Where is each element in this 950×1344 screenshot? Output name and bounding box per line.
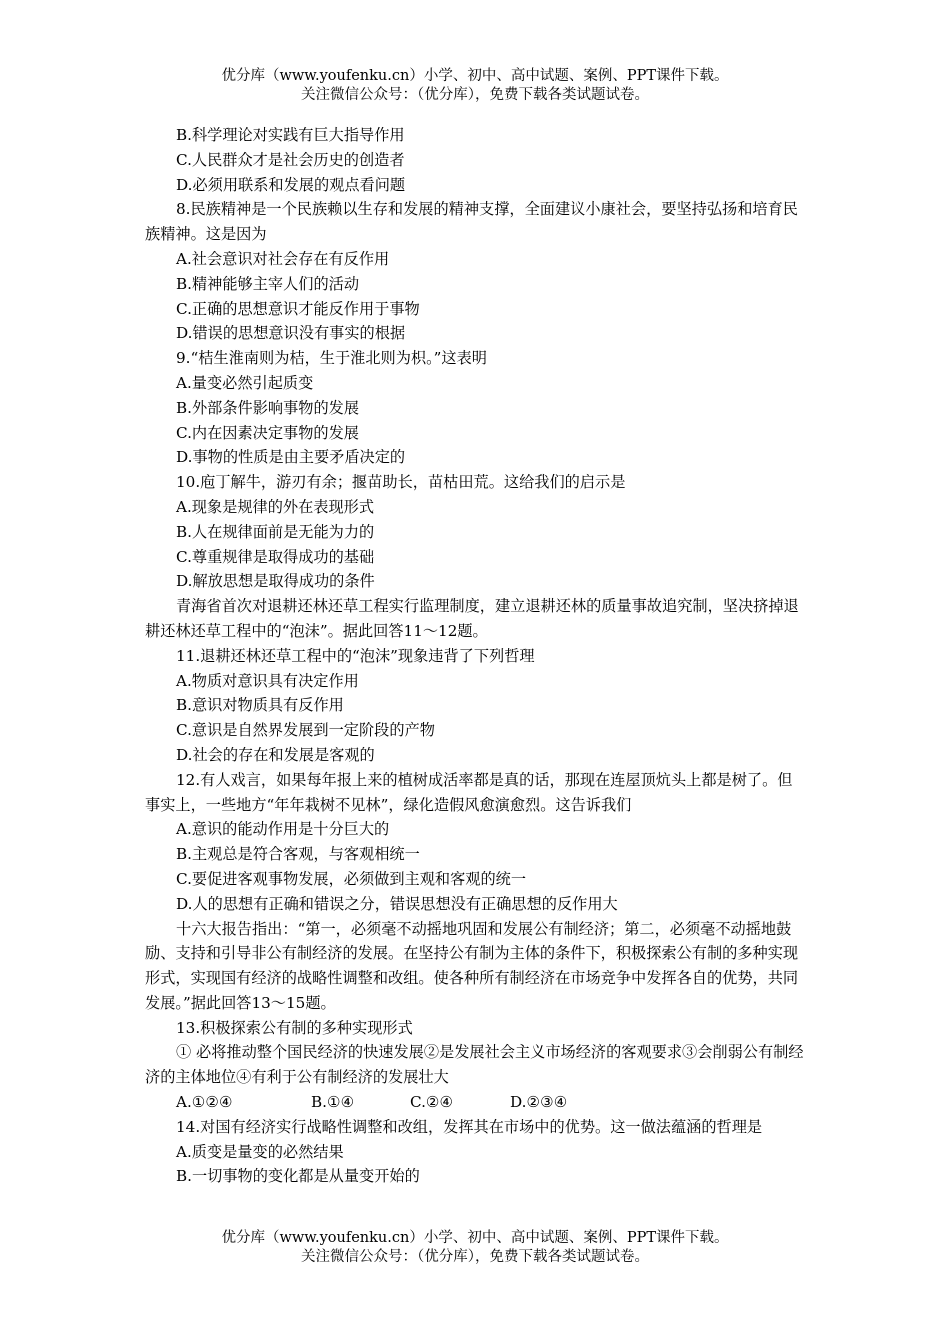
option: C.人民群众才是社会历史的创造者 [176,150,405,169]
option: C.②④ [410,1093,454,1112]
option: D.②③④ [510,1093,568,1112]
question-stem: 12.有人戏言，如果每年报上来的植树成活率都是真的话，那现在连屋顶炕头上都是树了。但事实上，一些地方“年年栽树不见林”，绿化造假风愈演愈烈。这告诉我们 [145,770,793,814]
header-line-2: 关注微信公众号：（优分库），免费下载各类试题试卷。 [301,87,649,103]
option: A.意识的能动作用是十分巨大的 [176,820,390,839]
header-line-1: 优分库（www.youfenku.cn）小学、初中、高中试题、案例、PPT课件下载。 [221,68,729,84]
question-7-options [145,123,807,197]
option: C.内在因素决定事物的发展 [176,423,359,442]
footer-line-1: 优分库（www.youfenku.cn）小学、初中、高中试题、案例、PPT课件下载。 [221,1230,729,1246]
option: C.正确的思想意识才能反作用于事物 [176,299,420,318]
option: D.事物的性质是由主要矛盾决定的 [176,448,406,467]
question-stem: 11.退耕还林还草工程中的“泡沫”现象违背了下列哲理 [176,646,535,665]
question-10 [145,470,807,594]
option: B.外部条件影响事物的发展 [176,398,360,417]
question-14 [145,1115,807,1189]
option: D.必须用联系和发展的观点看问题 [176,175,406,194]
option: D.人的思想有正确和错误之分，错误思想没有正确思想的反作用大 [176,894,618,913]
option: A.量变必然引起质变 [176,373,314,392]
page-footer [0,1229,950,1267]
option: D.解放思想是取得成功的条件 [176,572,375,591]
option: A.物质对意识具有决定作用 [176,671,359,690]
option: A.①②④ [176,1093,233,1112]
question-stem: 10.庖丁解牛，游刃有余；揠苗助长，苗枯田荒。这给我们的启示是 [176,473,626,492]
option: B.精神能够主宰人们的活动 [176,274,360,293]
option: B.主观总是符合客观，与客观相统一 [176,845,420,864]
option: D.社会的存在和发展是客观的 [176,745,375,764]
option: D.错误的思想意识没有事实的根据 [176,324,406,343]
option-row [145,1090,807,1115]
page-header [0,67,950,105]
option: B.一切事物的变化都是从量变开始的 [176,1167,420,1186]
footer-line-2: 关注微信公众号：（优分库），免费下载各类试题试卷。 [301,1249,649,1265]
question-11 [145,644,807,768]
option: A.现象是规律的外在表现形式 [176,497,375,516]
option: B.意识对物质具有反作用 [176,696,344,715]
material-passage-2: 十六大报告指出：“第一，必须毫不动摇地巩固和发展公有制经济；第二，必须毫不动摇地鼓励、支持和引导非公有制经济的发展。在坚持公有制为主体的条件下，积极探索公有制的多种实现形式，实现国有经济的战略性调整和改组。使各种所有制经济在市场竞争中发挥各自的优势，共同发展。”据此回答13～15题。 [145,919,799,1012]
question-stem: 9.“桔生淮南则为桔，生于淮北则为枳。”这表明 [176,349,487,368]
option: C.要促进客观事物发展，必须做到主观和客观的统一 [176,869,527,888]
question-8 [145,197,807,346]
question-12 [145,768,807,917]
option: B.科学理论对实践有巨大指导作用 [176,126,405,144]
question-stem: 13.积极探索公有制的多种实现形式 [176,1018,413,1037]
option: B.①④ [311,1093,355,1112]
document-body [145,123,807,1189]
option: A.质变是量变的必然结果 [176,1142,344,1161]
question-statements: ① 必将推动整个国民经济的快速发展②是发展社会主义市场经济的客观要求③会削弱公有制经济的主体地位④有利于公有制经济的发展壮大 [145,1043,804,1087]
option: A.社会意识对社会存在有反作用 [176,249,390,268]
question-stem: 8.民族精神是一个民族赖以生存和发展的精神支撑，全面建议小康社会，要坚持弘扬和培育民族精神。这是因为 [145,200,798,244]
question-stem: 14.对国有经济实行战略性调整和改组，发挥其在市场中的优势。这一做法蕴涵的哲理是 [176,1117,763,1136]
material-passage-1: 青海省首次对退耕还林还草工程实行监理制度，建立退耕还林的质量事故追究制，坚决挤掉退耕还林还草工程中的“泡沫”。据此回答11～12题。 [145,597,799,640]
option: B.人在规律面前是无能为力的 [176,522,375,541]
option: C.意识是自然界发展到一定阶段的产物 [176,721,435,740]
question-9 [145,346,807,470]
option: C.尊重规律是取得成功的基础 [176,547,375,566]
question-13 [145,1016,807,1115]
